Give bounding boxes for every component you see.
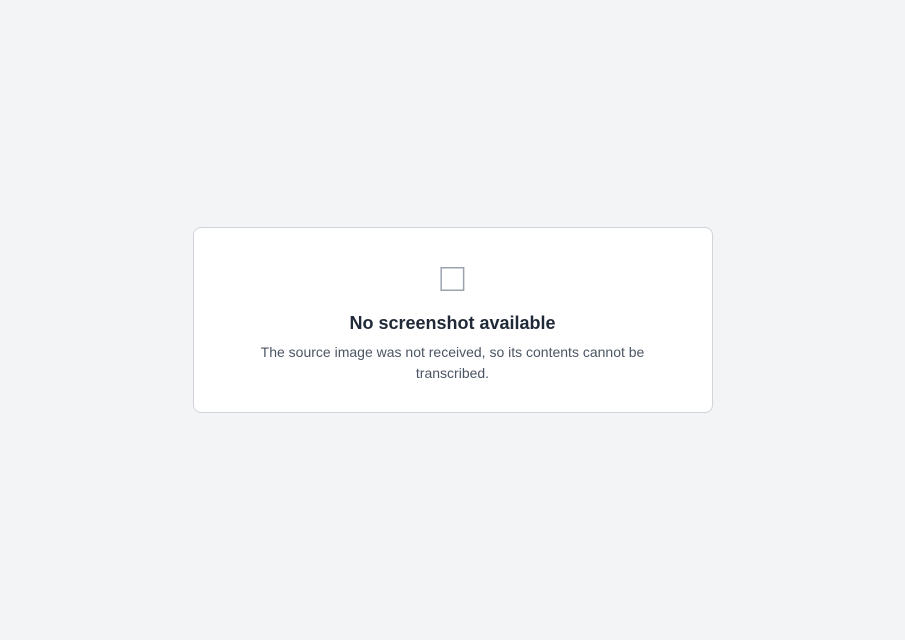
notice-card: [193, 227, 713, 413]
notice-title: No screenshot available: [349, 313, 556, 333]
notice-message: The source image was not received, so its contents cannot be transcribed.: [260, 344, 645, 381]
image-missing-icon: □: [440, 256, 465, 300]
